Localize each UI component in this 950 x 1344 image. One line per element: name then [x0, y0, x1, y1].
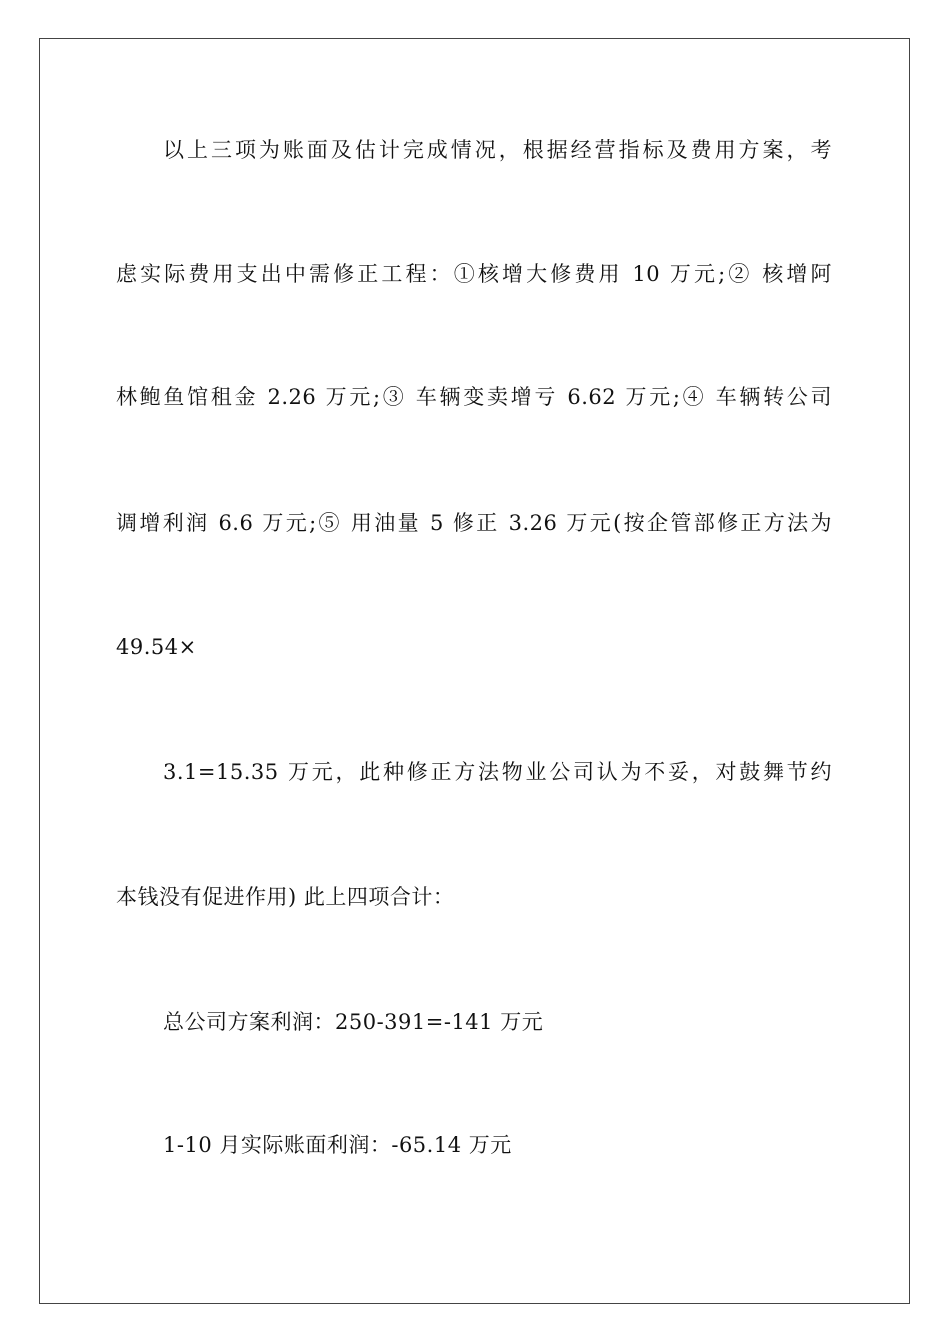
paragraph-line-4: 调增利润 6.6 万元;⑤ 用油量 5 修正 3.26 万元(按企管部修正方法为 — [116, 511, 832, 535]
paragraph-line-3: 林鲍鱼馆租金 2.26 万元;③ 车辆变卖增亏 6.62 万元;④ 车辆转公司 — [116, 385, 832, 409]
page-frame — [39, 38, 910, 1304]
paragraph-line-5: 49.54× — [116, 635, 197, 659]
paragraph-line-1: 以上三项为账面及估计完成情况，根据经营指标及费用方案，考 — [163, 138, 832, 162]
actual-profit-line: 1-10 月实际账面利润：-65.14 万元 — [163, 1133, 512, 1157]
paragraph-line-6: 3.1=15.35 万元，此种修正方法物业公司认为不妥，对鼓舞节约 — [163, 760, 832, 784]
plan-profit-line: 总公司方案利润：250-391=-141 万元 — [163, 1010, 544, 1034]
paragraph-line-2: 虑实际费用支出中需修正工程：①核增大修费用 10 万元;② 核增阿 — [116, 262, 832, 286]
paragraph-line-7: 本钱没有促进作用) 此上四项合计： — [116, 885, 455, 909]
